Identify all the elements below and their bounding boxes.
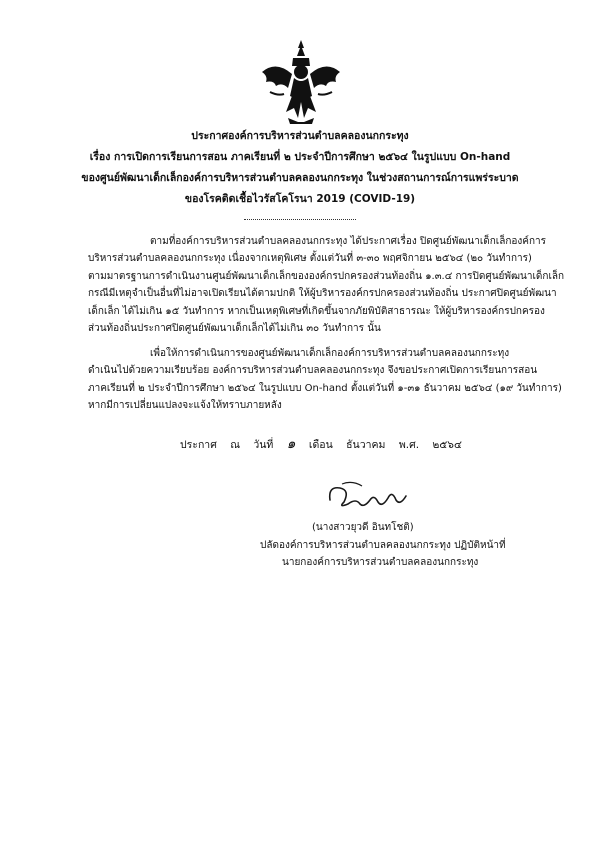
paragraph-2-line: ดำเนินไปด้วยความเรียบร้อย องค์การบริหารส่วนตำบลคลองนกกระทุง จึงขอประกาศเปิดการเรียนการสอน [88,365,538,377]
paragraph-2-line: หากมีการเปลี่ยนแปลงจะแจ้งให้ทราบภายหลัง [88,400,282,412]
day-value: ๑ [286,436,296,452]
signer-acting-position: นายกองค์การบริหารส่วนตำบลคลองนกกระทุง [282,557,479,568]
garuda-emblem [258,38,344,126]
announcement-subject-line2: ของศูนย์พัฒนาเด็กเล็กองค์การบริหารส่วนตำบลคลองนกกระทุง ในช่วงสถานการณ์การแพร่ระบาด [81,172,519,184]
paragraph-1-line: กรณีมีเหตุจำเป็นอื่นที่ไม่อาจเปิดเรียนได้ตามปกติ ให้ผู้บริหารองค์กรปกครองส่วนท้องถิ่น ประกาศปิดศูนย์พัฒนา [88,288,557,300]
announce-at: ณ [230,439,240,451]
year-value: ๒๕๖๔ [432,439,462,451]
paragraph-1-line: ตามที่องค์การบริหารส่วนตำบลคลองนกกระทุง ได้ประกาศเรื่อง ปิดศูนย์พัฒนาเด็กเล็กองค์การ [150,236,547,247]
paragraph-1 [88,233,565,337]
paragraph-2-line: เพื่อให้การดำเนินการของศูนย์พัฒนาเด็กเล็กองค์การบริหารส่วนตำบลคลองนกกระทุง [150,348,510,359]
announce-word: ประกาศ [180,439,217,451]
paragraph-2-line: ภาคเรียนที่ ๒ ประจำปีการศึกษา ๒๕๖๔ ในรูปแบบ On-hand ตั้งแต่วันที่ ๑-๓๑ ธันวาคม ๒๕๖๔ (๑๙ วันทำการ) [88,382,562,394]
signer-position: ปลัดองค์การบริหารส่วนตำบลคลองนกกระทุง ปฏิบัติหน้าที่ [260,539,506,551]
paragraph-1-line: ตามมาตรฐานการดำเนินงานศูนย์พัฒนาเด็กเล็กขององค์กรปกครองส่วนท้องถิ่น ๑.๓.๔ การปิดศูนย์พัฒนาเด็กเล็ก [88,270,565,282]
paragraph-1-line: บริหารส่วนตำบลคลองนกกระทุง เนื่องจากเหตุพิเศษ ตั้งแต่วันที่ ๓-๓๐ พฤศจิกายน ๒๕๖๔ (๒๐ วันทำการ) [88,253,532,265]
paragraph-1-line: ส่วนท้องถิ่นประกาศปิดศูนย์พัฒนาเด็กเล็กได้ไม่เกิน ๓๐ วันทำการ นั้น [88,323,381,335]
announcement-title: ประกาศองค์การบริหารส่วนตำบลคลองนกกระทุง [191,130,409,142]
paragraph-1-line: เด็กเล็ก ได้ไม่เกิน ๑๕ วันทำการ หากเป็นเหตุพิเศษที่เกิดขึ้นจากภัยพิบัติสาธารณะ ให้ผู้บริหารองค์กรปกครอง [88,305,545,317]
handwritten-signature [322,478,412,514]
paragraph-2 [88,345,562,415]
announcement-subject: เรื่อง การเปิดการเรียนการสอน ภาคเรียนที่ ๒ ประจำปีการศึกษา ๒๕๖๔ ในรูปแบบ On-hand [89,151,511,163]
signer-name: (นางสาวยุวดี อินทโชติ) [312,522,414,533]
dotted-divider [244,219,356,220]
announcement-date [180,433,472,455]
day-label: วันที่ [253,439,274,451]
signer-block [232,519,506,572]
era-label: พ.ศ. [398,439,420,451]
month-value: ธันวาคม [346,439,386,451]
announcement-subject-line3: ของโรคติดเชื้อไวรัสโคโรนา 2019 (COVID-19) [184,193,416,205]
month-label: เดือน [308,439,333,451]
